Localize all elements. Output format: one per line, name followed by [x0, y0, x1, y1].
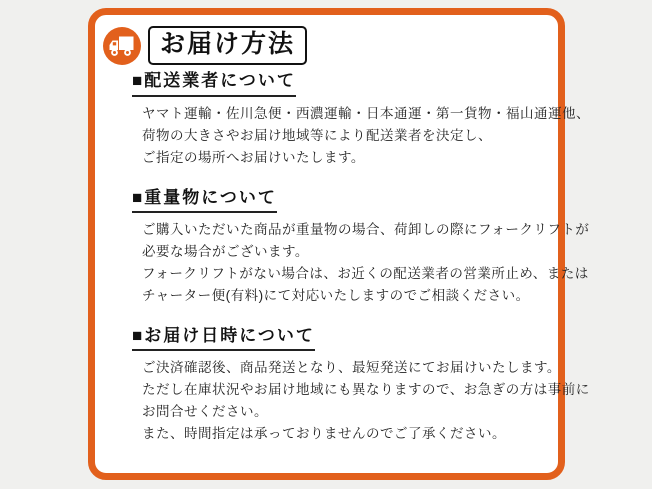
- text-line: ただし在庫状況やお届け地域にも異なりますので、お急ぎの方は事前に: [142, 382, 590, 398]
- section-carriers: [132, 71, 590, 168]
- text-line: 必要な場合がございます。: [142, 244, 309, 260]
- section-delivery-time: [132, 326, 590, 445]
- section-delivery-time-body: [142, 357, 590, 445]
- panel-header: [103, 26, 558, 65]
- section-heavy-items-heading: ■重量物について: [132, 188, 277, 213]
- page-title: お届け方法: [148, 26, 307, 65]
- delivery-info-panel: [88, 8, 590, 480]
- section-delivery-time-heading: ■お届け日時について: [132, 326, 315, 351]
- text-line: また、時間指定は承っておりませんのでご了承ください。: [142, 426, 506, 442]
- text-line: ヤマト運輸・佐川急便・西濃運輸・日本通運・第一貨物・福山通運他、: [142, 105, 590, 121]
- section-heavy-items: [132, 187, 590, 307]
- section-heavy-items-body: [142, 219, 590, 307]
- section-carriers-heading: ■配送業者について: [132, 71, 296, 96]
- text-line: チャーター便(有料)にて対応いたしますのでご相談ください。: [142, 288, 530, 304]
- text-line: 荷物の大きさやお届け地域等により配送業者を決定し、: [142, 127, 492, 143]
- text-line: フォークリフトがない場合は、お近くの配送業者の営業所止め、または: [142, 266, 589, 282]
- section-carriers-body: [142, 103, 590, 169]
- sections-container: [132, 71, 590, 445]
- text-line: お問合せください。: [142, 404, 268, 420]
- text-line: ご購入いただいた商品が重量物の場合、荷卸しの際にフォークリフトが: [142, 222, 590, 238]
- truck-icon: [103, 27, 141, 65]
- text-line: ご指定の場所へお届けいたします。: [142, 149, 365, 165]
- text-line: ご決済確認後、商品発送となり、最短発送にてお届けいたします。: [142, 360, 561, 376]
